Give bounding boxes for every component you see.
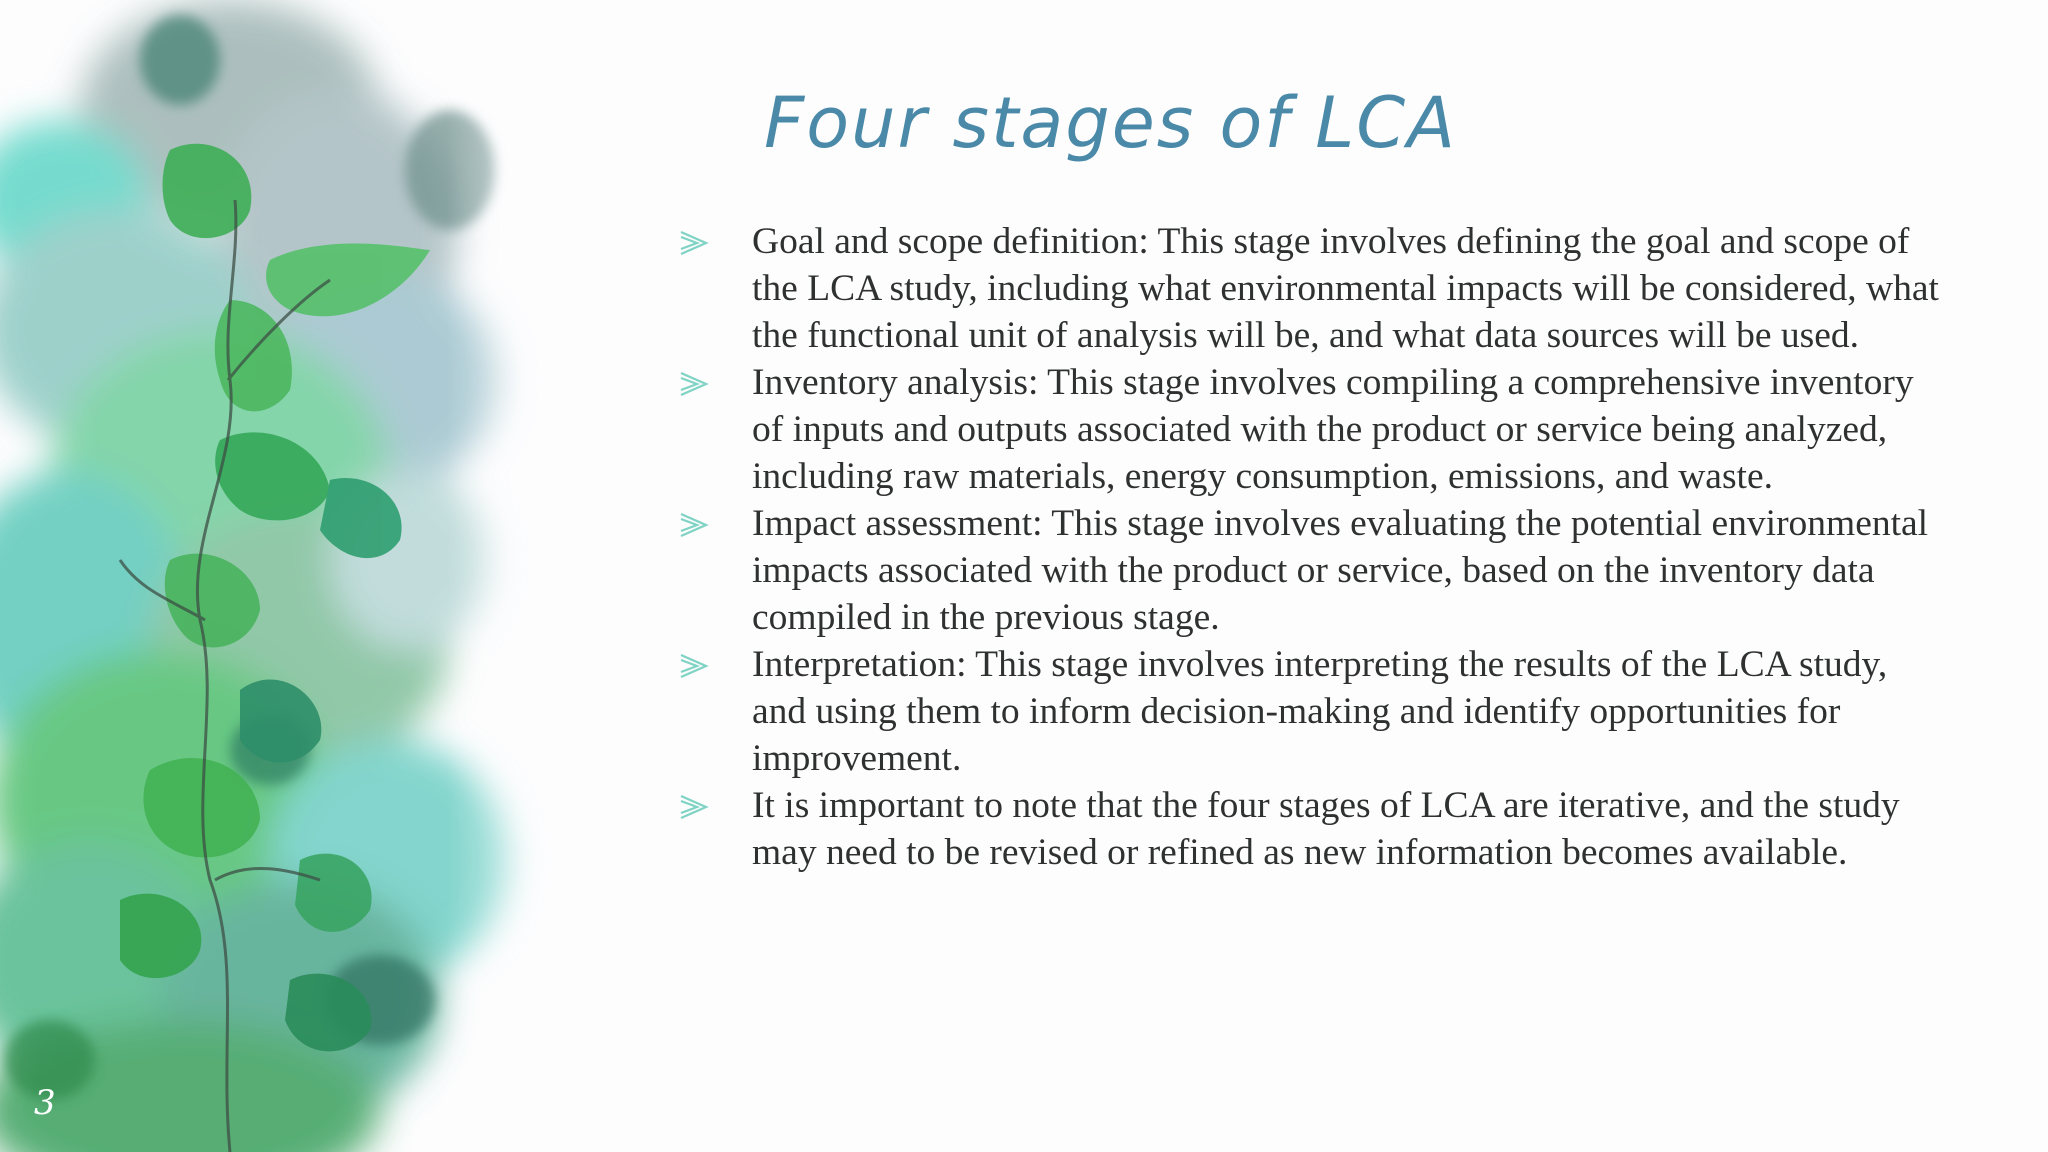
bullet-item (674, 500, 1944, 641)
double-chevron-right-icon (678, 367, 712, 401)
bullet-item (674, 359, 1944, 500)
bullet-text: Inventory analysis: This stage involves compiling a comprehensive inventory of inputs and outputs associated with the product or service being analyzed, including raw materials, energy consumption, emissions, and waste. (752, 362, 1914, 497)
bullet-text: It is important to note that the four stages of LCA are iterative, and the study may need to be revised or refined as new information becomes available. (752, 785, 1900, 873)
bullet-item (674, 218, 1944, 359)
bullet-item (674, 782, 1944, 876)
double-chevron-right-icon (678, 649, 712, 683)
bullet-text: Interpretation: This stage involves interpreting the results of the LCA study, and using them to inform decision-making and identify opportunities for improvement. (752, 644, 1888, 779)
page-number: 3 (34, 1083, 56, 1123)
bullet-list (674, 218, 1944, 876)
bullet-text: Impact assessment: This stage involves evaluating the potential environmental impacts associated with the product or service, based on the inventory data compiled in the previous stage. (752, 503, 1929, 638)
double-chevron-right-icon (678, 226, 712, 260)
bullet-item (674, 641, 1944, 782)
double-chevron-right-icon (678, 508, 712, 542)
double-chevron-right-icon (678, 790, 712, 824)
slide-title: Four stages of LCA (764, 82, 1458, 164)
bullet-text: Goal and scope definition: This stage involves defining the goal and scope of the LCA study, including what environmental impacts will be considered, what the functional unit of analysis will be, and what data sources will be used. (752, 221, 1939, 356)
watercolor-leaves-illustration (0, 0, 620, 1152)
